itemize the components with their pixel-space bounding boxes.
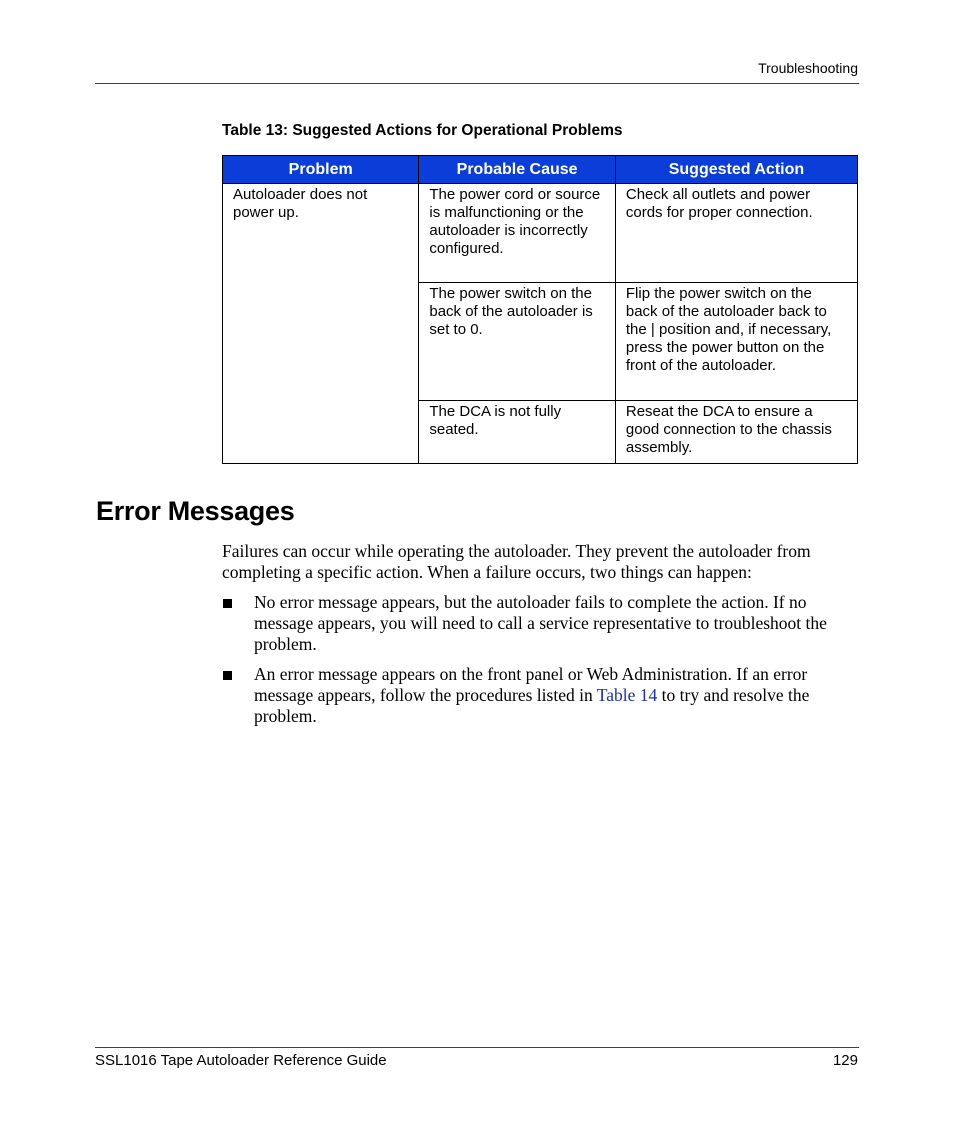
- table-14-link[interactable]: Table 14: [596, 685, 658, 705]
- table-row: [223, 184, 858, 283]
- bullet-text-start: An error message appears on the front panel or Web Administration. If an error message appears, follow the procedures listed in: [254, 664, 808, 705]
- action-cell: Check all outlets and power cords for proper connection.: [615, 184, 857, 283]
- column-header-suggested-action: Suggested Action: [615, 156, 857, 184]
- bullet-text-end: to try and resolve the problem.: [254, 685, 810, 726]
- section-body: [222, 541, 852, 736]
- list-item: [222, 664, 852, 727]
- header-rule: [95, 83, 859, 84]
- table-header-row: [223, 156, 858, 184]
- action-cell: Flip the power switch on the back of the autoloader back to the | position and, if necessary, press the power button on the front of the autoloader.: [615, 283, 857, 401]
- square-bullet-icon: [223, 599, 232, 608]
- bullet-list: [222, 592, 852, 727]
- operational-problems-table: [222, 155, 858, 464]
- column-header-problem: Problem: [223, 156, 419, 184]
- page-number: 129: [832, 1052, 858, 1069]
- bullet-text: No error message appears, but the autoloader fails to complete the action. If no message appears, you will need to call a service representative to troubleshoot the problem.: [254, 592, 827, 654]
- footer-title: SSL1016 Tape Autoloader Reference Guide: [95, 1052, 387, 1069]
- cause-cell: The power cord or source is malfunctioning or the autoloader is incorrectly configured.: [419, 184, 616, 283]
- column-header-probable-cause: Probable Cause: [419, 156, 616, 184]
- cause-cell: The DCA is not fully seated.: [419, 401, 616, 464]
- cause-cell: The power switch on the back of the autoloader is set to 0.: [419, 283, 616, 401]
- action-cell: Reseat the DCA to ensure a good connection to the chassis assembly.: [615, 401, 857, 464]
- table-caption: Table 13: Suggested Actions for Operational Problems: [222, 122, 623, 139]
- list-item: [222, 592, 852, 655]
- footer-rule: [95, 1047, 859, 1048]
- problem-cell: Autoloader does not power up.: [223, 184, 419, 464]
- running-head: Troubleshooting: [758, 60, 858, 76]
- square-bullet-icon: [223, 671, 232, 680]
- section-title: Error Messages: [96, 496, 295, 526]
- intro-paragraph: Failures can occur while operating the autoloader. They prevent the autoloader from completing a specific action. When a failure occurs, two things can happen:: [222, 541, 811, 582]
